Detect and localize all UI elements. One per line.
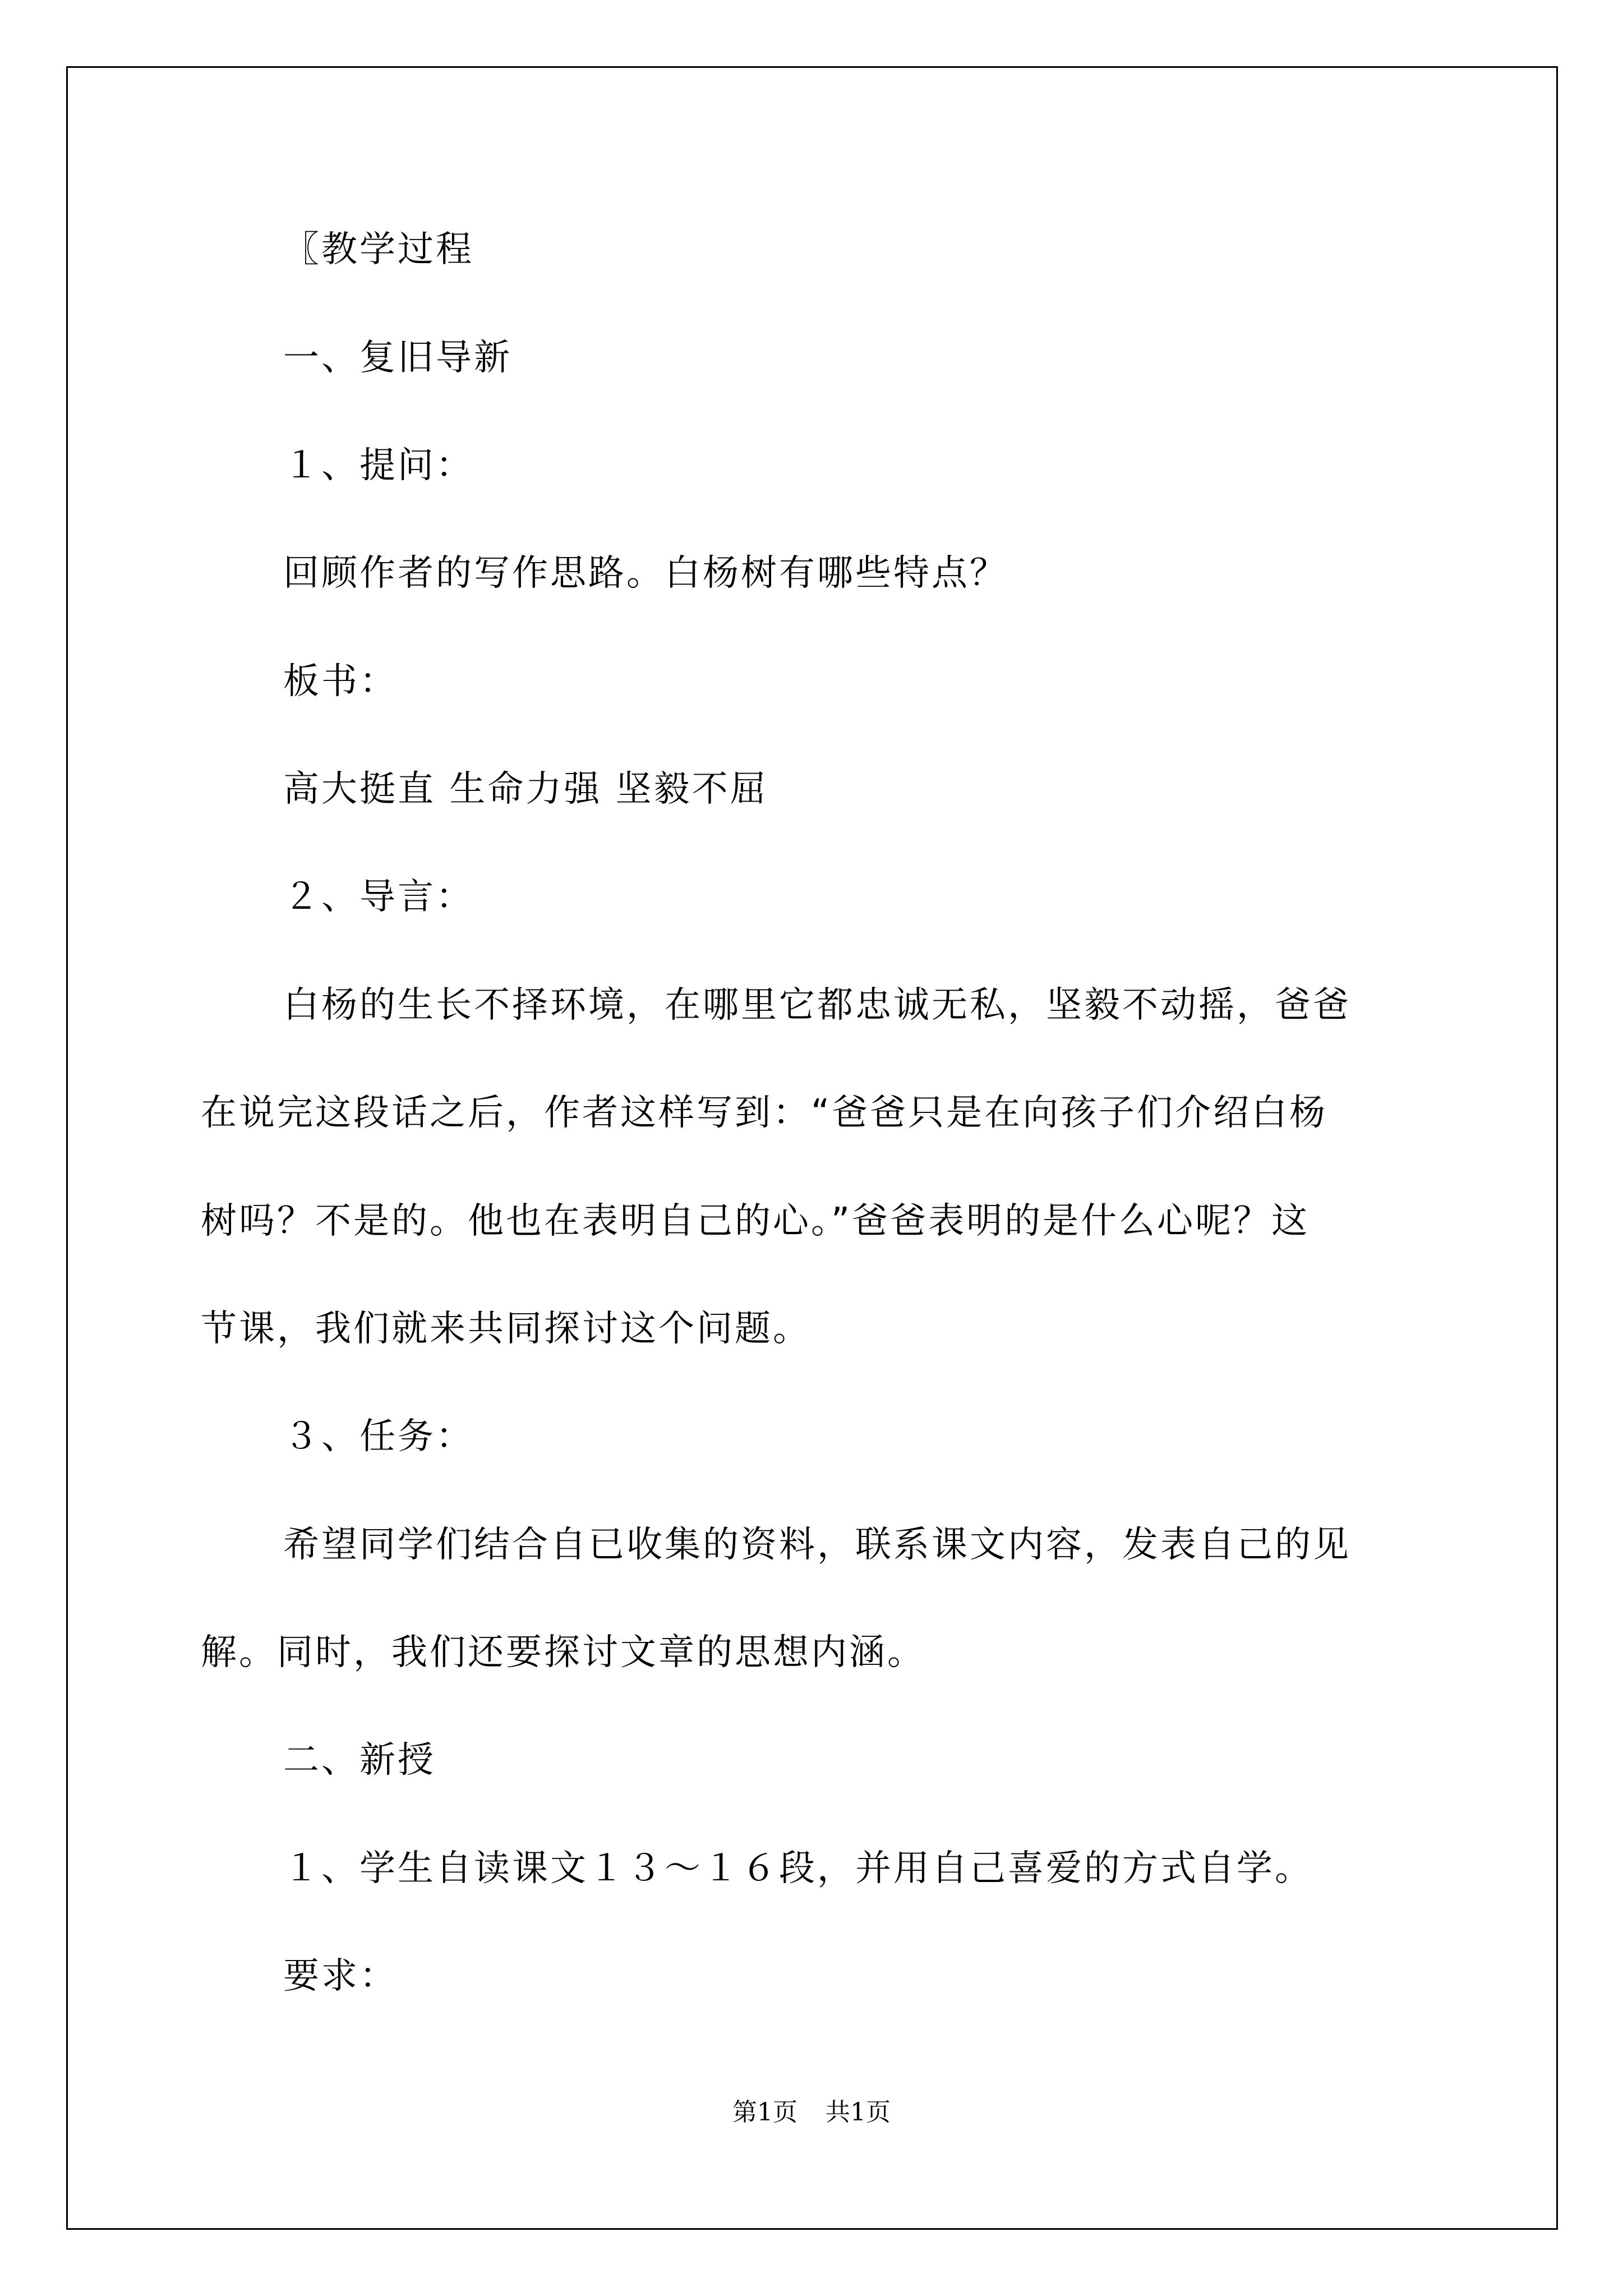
item-task: ３、任务： <box>283 1416 474 1457</box>
paragraph-line: 高大挺直 生命力强 坚毅不屈 <box>283 769 768 810</box>
paragraph-line: 节课，我们就来共同探讨这个问题。 <box>201 1308 811 1350</box>
paragraph-line: １、学生自读课文１３～１６段，并用自己喜爱的方式自学。 <box>283 1848 1313 1889</box>
page-number: 第1页 <box>732 2098 797 2127</box>
item-requirements: 要求： <box>283 1955 398 1997</box>
section-new-lesson: 二、新授 <box>283 1740 436 1781</box>
item-board-writing: 板书： <box>283 661 398 702</box>
paragraph-line: 回顾作者的写作思路。白杨树有哪些特点？ <box>283 553 1008 594</box>
paragraph-line: 白杨的生长不择环境，在哪里它都忠诚无私，坚毅不动摇，爸爸 <box>283 984 1351 1026</box>
section-review: 一、复旧导新 <box>283 337 512 379</box>
paragraph-line: 解。同时，我们还要探讨文章的思想内涵。 <box>201 1632 925 1673</box>
paragraph-line: 树吗？不是的。他也在表明自己的心。”爸爸表明的是什么心呢？这 <box>201 1200 1310 1242</box>
heading-teaching-process: 〖教学过程 <box>283 229 474 270</box>
paragraph-line: 希望同学们结合自已收集的资料，联系课文内容，发表自己的见 <box>283 1524 1351 1566</box>
item-question: １、提问： <box>283 445 474 486</box>
paragraph-line: 在说完这段话之后，作者这样写到：“爸爸只是在向孩子们介绍白杨 <box>201 1092 1328 1134</box>
page-total: 共1页 <box>826 2098 891 2127</box>
item-introduction: ２、导言： <box>283 876 474 918</box>
page-border <box>66 66 1558 2230</box>
page-footer <box>0 2097 1623 2128</box>
